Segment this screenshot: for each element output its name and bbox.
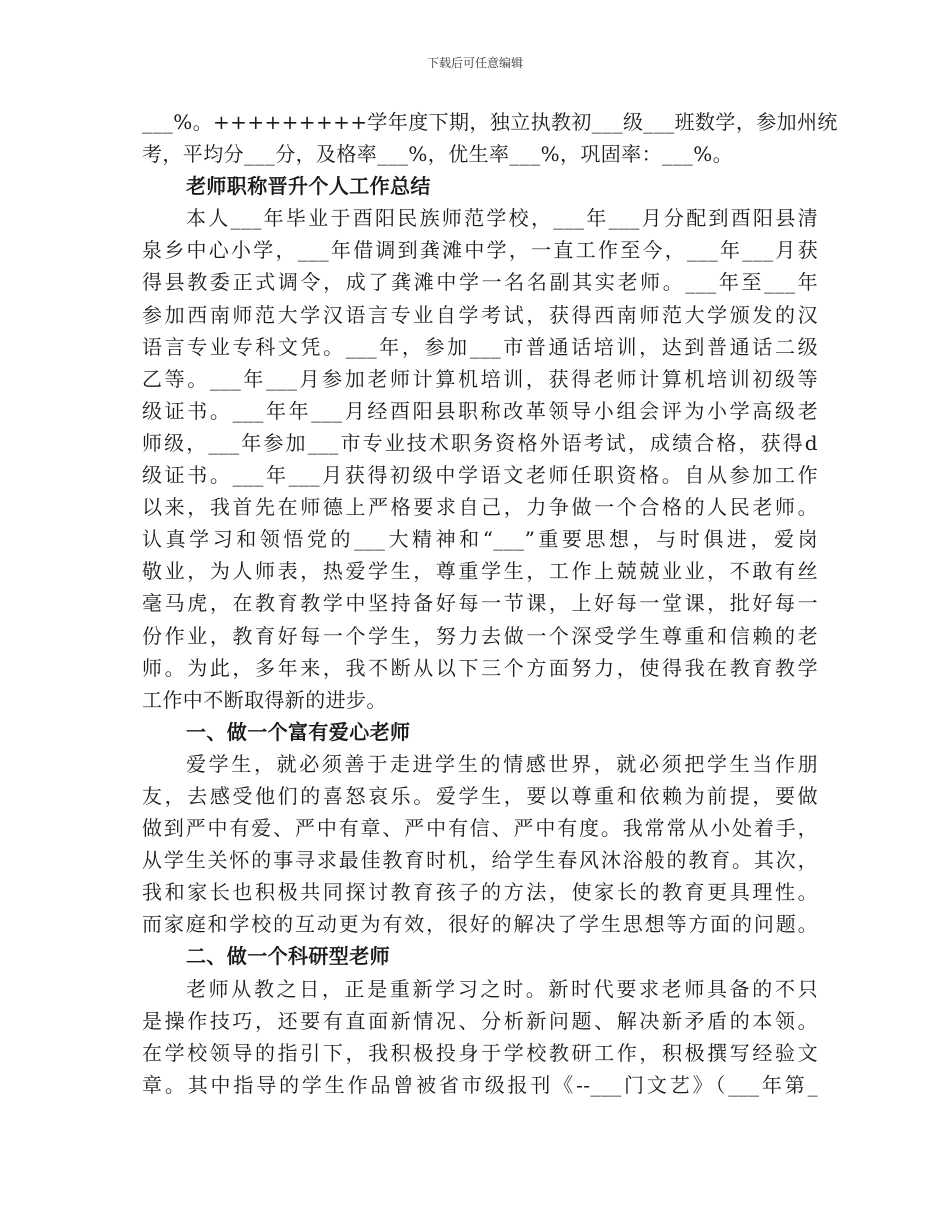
text-line: 毫马虎，在教育教学中坚持备好每一节课，上好每一堂课，批好每一 [142,591,818,616]
text-line: 本人___年毕业于酉阳民族师范学校，___年___月分配到酉阳县清 [186,206,818,231]
text-line: 语言专业专科文凭。___年，参加___市普通话培训，达到普通话二级 [142,334,818,359]
text-line: 泉乡中心小学，___年借调到龚滩中学，一直工作至今，___年___月获 [142,238,818,263]
text-line: 敬业，为人师表，热爱学生，尊重学生，工作上兢兢业业，不敢有丝 [142,559,818,584]
text-line: 爱学生，就必须善于走进学生的情感世界，就必须把学生当作朋 [186,751,818,776]
text-line: 乙等。___年___月参加老师计算机培训，获得老师计算机培训初级等 [142,366,818,391]
text-line: ___%。+++++++++学年度下期，独立执教初___级___班数学，参加州统 [142,110,838,134]
text-line: 友，去感受他们的喜怒哀乐。爱学生，要以尊重和依赖为前提，要做 [142,783,818,808]
section-heading: 二、做一个科研型老师 [186,944,390,969]
text-line: 是操作技巧，还要有直面新情况、分析新问题、解决新矛盾的本领。 [142,1008,818,1033]
text-line: 师级，___年参加___市专业技术职务资格外语考试，成绩合格，获得d [142,430,818,455]
section-heading: 一、做一个富有爱心老师 [186,719,411,744]
text-line: 做到严中有爱、严中有章、严中有信、严中有度。我常常从小处着手， [142,816,818,841]
text-line: 我和家长也积极共同探讨教育孩子的方法，使家长的教育更具理性。 [142,880,818,905]
text-line: 工作中不断取得新的进步。 [142,687,387,712]
text-line: 章。其中指导的学生作品曾被省市级报刊《--___门文艺》（___年第_ [142,1072,818,1097]
text-line: 份作业，教育好每一个学生，努力去做一个深受学生尊重和信赖的老 [142,623,818,648]
text-line: 参加西南师范大学汉语言专业自学考试，获得西南师范大学颁发的汉 [142,302,818,327]
text-line: 从学生关怀的事寻求最佳教育时机，给学生春风沐浴般的教育。其次， [142,848,818,873]
text-line: 在学校领导的指引下，我积极投身于学校教研工作，积极撰写经验文 [142,1040,818,1065]
text-line: 老师从教之日，正是重新学习之时。新时代要求老师具备的不只 [186,976,818,1001]
page-header: 下载后可任意编辑 [426,56,523,70]
document-body [142,106,838,1101]
text-line: 级证书。___年___月获得初级中学语文老师任职资格。自从参加工作 [142,463,818,488]
text-line: 师。为此，多年来，我不断从以下三个方面努力，使得我在教育教学 [142,655,818,680]
text-line: 得县教委正式调令，成了龚滩中学一名名副其实老师。___年至___年 [142,270,818,295]
text-line: 认真学习和领悟党的___大精神和“___”重要思想，与时俱进，爱岗 [142,527,818,552]
text-line: 而家庭和学校的互动更为有效，很好的解决了学生思想等方面的问题。 [142,912,818,937]
text-line: 以来，我首先在师德上严格要求自己，力争做一个合格的人民老师。 [142,495,818,520]
text-line: 考，平均分___分，及格率___%，优生率___%，巩固率：___%。 [142,142,734,167]
text-line: 级证书。___年年___月经酉阳县职称改革领导小组会评为小学高级老 [142,398,818,423]
section-heading: 老师职称晋升个人工作总结 [186,174,431,199]
